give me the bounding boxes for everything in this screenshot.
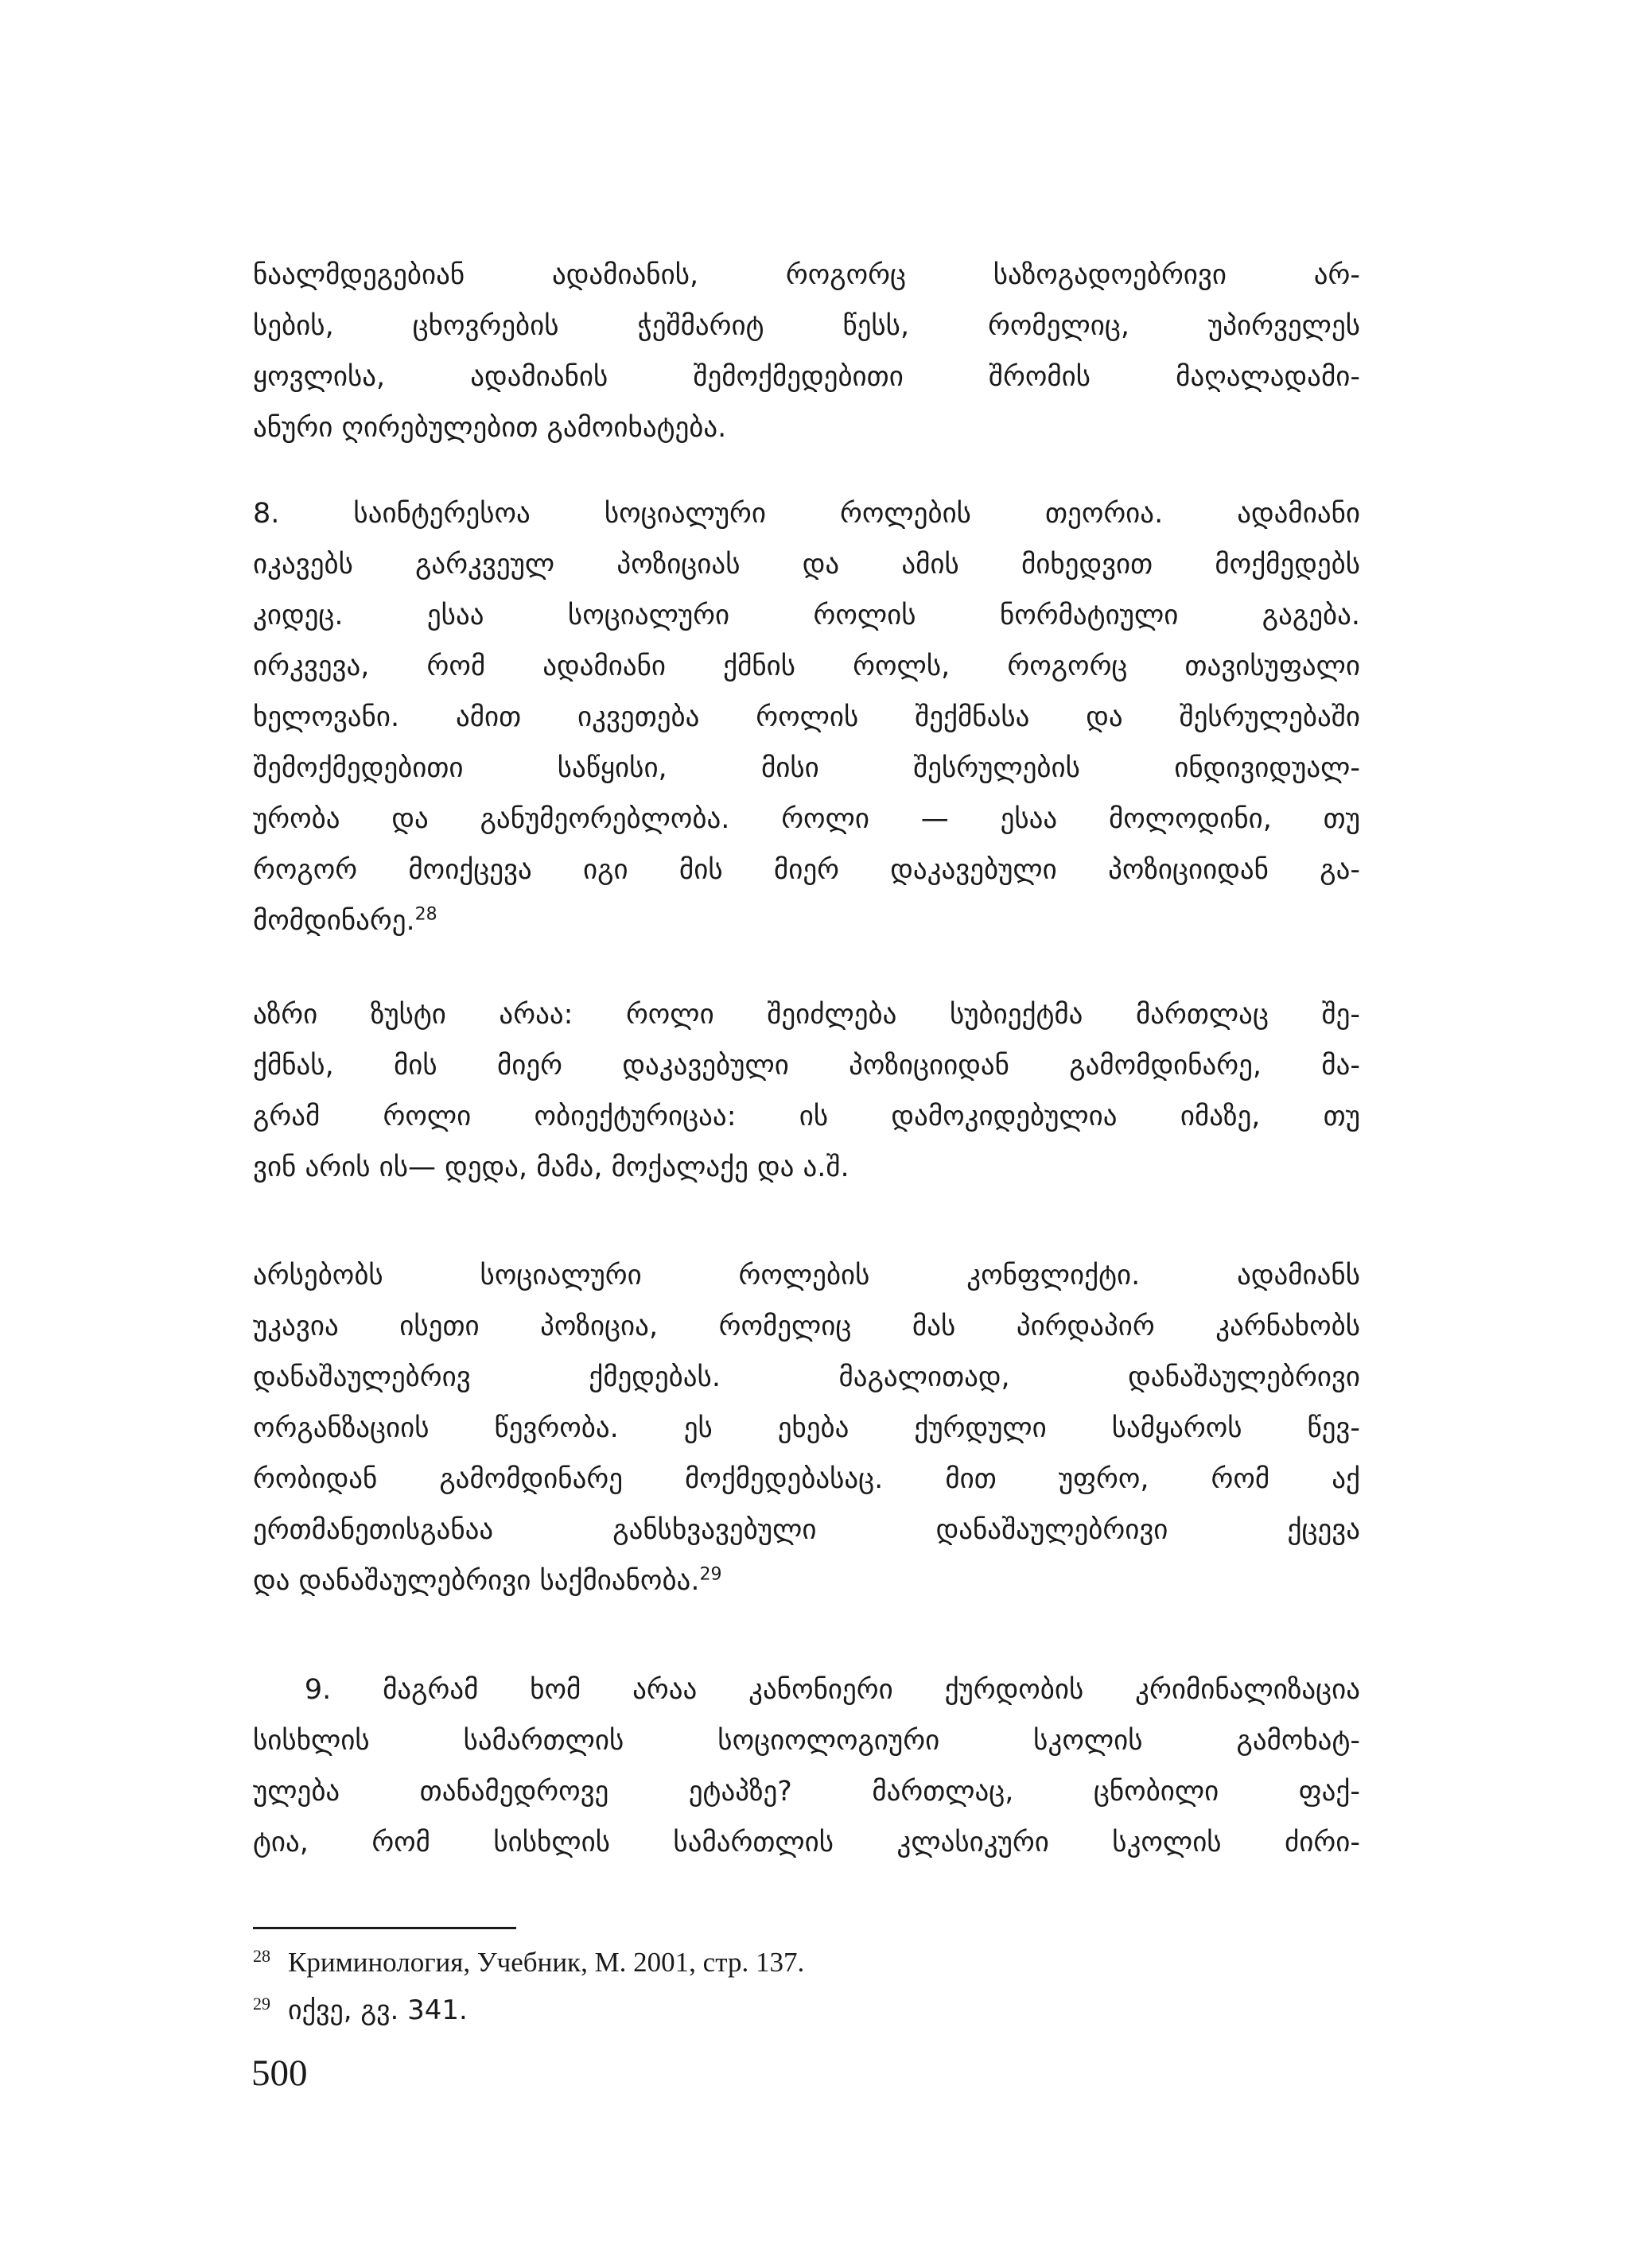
paragraph-line: ყოვლისა, ადამიანის შემოქმედებითი შრომის მაღალადამი- bbox=[253, 361, 1360, 393]
footnote-reference[interactable]: 28 bbox=[414, 904, 437, 925]
page-number: 500 bbox=[251, 2052, 308, 2094]
paragraph-line: ხელოვანი. ამით იკვეთება როლის შექმნასა და შესრულებაში bbox=[253, 701, 1360, 733]
footnote-divider bbox=[253, 1927, 516, 1929]
paragraph-line: დანაშაულებრივ ქმედებას. მაგალითად, დანაშაულებრივი bbox=[253, 1361, 1360, 1393]
paragraph-line: შემოქმედებითი საწყისი, მისი შესრულების ინდივიდუალ- bbox=[253, 752, 1360, 784]
paragraph-1 bbox=[253, 250, 1360, 453]
footnote-reference[interactable]: 29 bbox=[699, 1564, 722, 1585]
paragraph-line: სების, ცხოვრების ჭეშმარიტ წესს, რომელიც, უპირველეს bbox=[253, 310, 1360, 342]
paragraph-line: კიდეც. ესაა სოციალური როლის ნორმატიული გაგება. bbox=[253, 600, 1360, 631]
footnote-text: იქვე, გვ. 341. bbox=[288, 1994, 468, 2026]
paragraph-line: ტია, რომ სისხლის სამართლის კლასიკური სკოლის ძირი- bbox=[253, 1827, 1360, 1858]
paragraph-line: უკავია ისეთი პოზიცია, რომელიც მას პირდაპირ კარნახობს bbox=[253, 1311, 1360, 1342]
paragraph-line bbox=[253, 1555, 1360, 1606]
paragraph-line bbox=[253, 895, 1360, 946]
paragraph-line: 8. საინტერესოა სოციალური როლების თეორია. ადამიანი bbox=[253, 498, 1360, 530]
paragraph-line: რობიდან გამომდინარე მოქმედებასაც. მით უფრო, რომ აქ bbox=[253, 1463, 1360, 1495]
paragraph-line: ქმნას, მის მიერ დაკავებული პოზიციიდან გამომდინარე, მა- bbox=[253, 1050, 1360, 1082]
paragraph-line: ულება თანამედროვე ეტაპზე? მართლაც, ცნობილი ფაქ- bbox=[253, 1776, 1360, 1808]
paragraph-line: ურობა და განუმეორებლობა. როლი — ესაა მოლოდინი, თუ bbox=[253, 803, 1360, 835]
paragraph-line: 9. მაგრამ ხომ არაა კანონიერი ქურდობის კრიმინალიზაცია bbox=[253, 1674, 1360, 1706]
paragraph-line-text: და დანაშაულებრივი საქმიანობა. bbox=[253, 1565, 700, 1597]
paragraph-line: აზრი ზუსტი არაა: როლი შეიძლება სუბიექტმა მართლაც შე- bbox=[253, 999, 1360, 1031]
paragraph-line: სისხლის სამართლის სოციოლოგიური სკოლის გამოხატ- bbox=[253, 1725, 1360, 1757]
paragraph-line: როგორ მოიქცევა იგი მის მიერ დაკავებული პოზიციიდან გა- bbox=[253, 854, 1360, 886]
paragraph-line: ორგანზაციის წევრობა. ეს ეხება ქურდული სამყაროს წევ- bbox=[253, 1412, 1360, 1444]
paragraph-line: ნაალმდეგებიან ადამიანის, როგორც საზოგადოებრივი არ- bbox=[253, 259, 1360, 291]
footnote-text: Криминология, Учебник, М. 2001, стр. 137. bbox=[288, 1947, 805, 1978]
paragraph-line: ვინ არის ის— დედა, მამა, მოქალაქე და ა.შ. bbox=[253, 1151, 849, 1183]
footnote-29 bbox=[253, 1994, 468, 2026]
paragraph-line-text: მომდინარე. bbox=[253, 905, 415, 937]
footnote-number: 29 bbox=[253, 1993, 270, 2014]
paragraph-line: ერთმანეთისგანაა განსხვავებული დანაშაულებრივი ქცევა bbox=[253, 1514, 1360, 1546]
paragraph-line: ანური ღირებულებით გამოიხატება. bbox=[253, 412, 727, 444]
footnote-number: 28 bbox=[253, 1945, 270, 1966]
paragraph-line: იკავებს გარკვეულ პოზიციას და ამის მიხედვით მოქმედებს bbox=[253, 549, 1360, 581]
footnote-28 bbox=[253, 1947, 804, 1979]
paragraph-2 bbox=[253, 488, 1360, 946]
paragraph-3 bbox=[253, 989, 1360, 1193]
paragraph-line: გრამ როლი ობიექტურიცაა: ის დამოკიდებულია იმაზე, თუ bbox=[253, 1101, 1360, 1132]
paragraph-5 bbox=[253, 1664, 1360, 1868]
paragraph-line: არსებობს სოციალური როლების კონფლიქტი. ადამიანს bbox=[253, 1260, 1360, 1291]
paragraph-line: ირკვევა, რომ ადამიანი ქმნის როლს, როგორც თავისუფალი bbox=[253, 650, 1360, 682]
paragraph-4 bbox=[253, 1250, 1360, 1606]
